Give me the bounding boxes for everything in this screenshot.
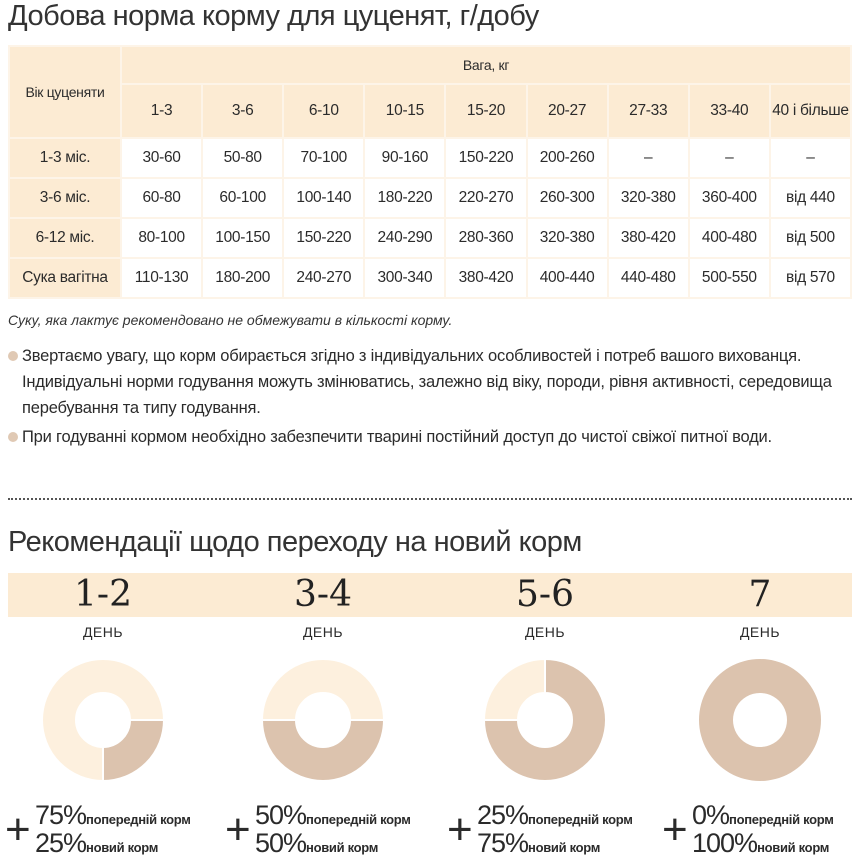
table-cell: 280-360 [445, 218, 526, 258]
new-food-percent: 50% [255, 828, 307, 858]
days-number: 5-6 [516, 574, 574, 615]
day-label: ДЕНЬ [82, 624, 124, 640]
day-label: ДЕНЬ [524, 624, 566, 640]
table-cell: 380-420 [608, 218, 689, 258]
transition-step [223, 572, 423, 782]
weight-column-header: 15-20 [445, 84, 526, 138]
day-label: ДЕНЬ [739, 624, 781, 640]
table-cell: 320-380 [608, 178, 689, 218]
weight-column-header: 1-3 [121, 84, 202, 138]
table-cell: 70-100 [283, 138, 364, 178]
food-mix-donut [41, 658, 165, 782]
new-food-line [692, 828, 829, 859]
table-cell: 60-80 [121, 178, 202, 218]
table-cell: 500-550 [689, 258, 770, 298]
days-number: 1-2 [74, 574, 132, 615]
table-cell: 300-340 [364, 258, 445, 298]
food-mix-donut [698, 658, 822, 782]
table-cell: 60-100 [202, 178, 283, 218]
transition-step [3, 572, 203, 782]
new-food-label: новий корм [528, 840, 601, 855]
table-row [9, 178, 851, 218]
table-cell: 100-140 [283, 178, 364, 218]
food-mix-donut [261, 658, 385, 782]
table-cell: 240-290 [364, 218, 445, 258]
old-food-label: попередній корм [528, 812, 633, 827]
table-cell: – [770, 138, 851, 178]
food-mix-legend [5, 800, 225, 860]
new-food-percent: 100% [692, 828, 758, 858]
table-cell: 360-400 [689, 178, 770, 218]
food-mix-legend [447, 800, 667, 860]
lactation-note: Суку, яка лактує рекомендовано не обмежувати в кількості корму. [8, 312, 453, 328]
food-mix-legend [225, 800, 445, 860]
table-cell: 30-60 [121, 138, 202, 178]
table-cell: 180-220 [364, 178, 445, 218]
weight-column-header: 27-33 [608, 84, 689, 138]
dotted-divider [8, 498, 852, 500]
table-cell: 400-480 [689, 218, 770, 258]
table-cell: 110-130 [121, 258, 202, 298]
old-food-segment [262, 659, 384, 720]
row-label: 1-3 міс. [9, 138, 121, 178]
old-food-line [35, 800, 191, 831]
row-label: Сука вагітна [9, 258, 121, 298]
plus-icon: + [5, 805, 31, 854]
table-cell: 150-220 [283, 218, 364, 258]
table-cell: 90-160 [364, 138, 445, 178]
new-food-line [35, 828, 158, 859]
new-food-percent: 75% [477, 828, 529, 858]
info-bullets [8, 343, 853, 453]
table-cell: 100-150 [202, 218, 283, 258]
new-food-segment [262, 720, 384, 781]
food-mix-legend [662, 800, 860, 860]
table-cell: 50-80 [202, 138, 283, 178]
old-food-label: попередній корм [306, 812, 411, 827]
table-row [9, 258, 851, 298]
table-cell: від 440 [770, 178, 851, 218]
plus-icon: + [447, 805, 473, 854]
new-food-label: новий корм [306, 840, 379, 855]
transition-step [445, 572, 645, 782]
weight-column-header: 10-15 [364, 84, 445, 138]
old-food-label: попередній корм [86, 812, 191, 827]
table-cell: – [689, 138, 770, 178]
new-food-segment [699, 659, 821, 781]
new-food-segment [103, 720, 164, 781]
new-food-percent: 25% [35, 828, 87, 858]
bullet-text: Звертаємо увагу, що корм обирається згідно з індивідуальних особливостей і потреб вашого вихованця. Індивідуальні норми годування можуть змінюватись, залежно від віку, породи, рівня активності, середовища перебування та типу годування. [22, 347, 832, 417]
weight-column-header: 20-27 [527, 84, 608, 138]
page-title: Добова норма корму для цуценят, г/добу [8, 0, 539, 32]
days-number: 7 [748, 574, 772, 615]
plus-icon: + [662, 805, 688, 854]
row-label: 6-12 міс. [9, 218, 121, 258]
feeding-table [8, 45, 852, 299]
days-number: 3-4 [294, 574, 352, 615]
transition-title: Рекомендації щодо переходу на новий корм [8, 526, 582, 558]
table-cell: 260-300 [527, 178, 608, 218]
weight-column-header: 33-40 [689, 84, 770, 138]
transition-step [660, 572, 860, 782]
bullet-item [8, 424, 853, 450]
old-food-line [255, 800, 411, 831]
row-label: 3-6 міс. [9, 178, 121, 218]
table-cell: від 570 [770, 258, 851, 298]
old-food-label: попередній корм [729, 812, 834, 827]
bullet-item [8, 343, 853, 421]
old-food-line [477, 800, 633, 831]
table-cell: 400-440 [527, 258, 608, 298]
day-label: ДЕНЬ [302, 624, 344, 640]
old-food-percent: 25% [477, 800, 529, 830]
weight-column-header: 3-6 [202, 84, 283, 138]
new-food-label: новий корм [757, 840, 830, 855]
table-cell: 200-260 [527, 138, 608, 178]
bullet-text: При годуванні кормом необхідно забезпечити тварині постійний доступ до чистої свіжої питної води. [22, 428, 772, 446]
new-food-line [255, 828, 378, 859]
table-cell: 240-270 [283, 258, 364, 298]
old-food-percent: 50% [255, 800, 307, 830]
bullet-dot-icon [8, 432, 18, 442]
table-cell: 380-420 [445, 258, 526, 298]
table-cell: 440-480 [608, 258, 689, 298]
table-cell: – [608, 138, 689, 178]
table-row [9, 218, 851, 258]
table-cell: 320-380 [527, 218, 608, 258]
age-header: Вік цуценяти [9, 46, 121, 138]
weight-group-header: Вага, кг [121, 46, 851, 84]
table-cell: 180-200 [202, 258, 283, 298]
table-cell: 80-100 [121, 218, 202, 258]
old-food-segment [484, 659, 545, 720]
old-food-percent: 0% [692, 800, 730, 830]
plus-icon: + [225, 805, 251, 854]
old-food-percent: 75% [35, 800, 87, 830]
food-mix-donut [483, 658, 607, 782]
old-food-line [692, 800, 834, 831]
new-food-label: новий корм [86, 840, 159, 855]
bullet-dot-icon [8, 351, 18, 361]
table-cell: від 500 [770, 218, 851, 258]
weight-column-header: 40 і більше [770, 84, 851, 138]
table-row [9, 138, 851, 178]
table-cell: 220-270 [445, 178, 526, 218]
weight-column-header: 6-10 [283, 84, 364, 138]
table-cell: 150-220 [445, 138, 526, 178]
new-food-line [477, 828, 600, 859]
